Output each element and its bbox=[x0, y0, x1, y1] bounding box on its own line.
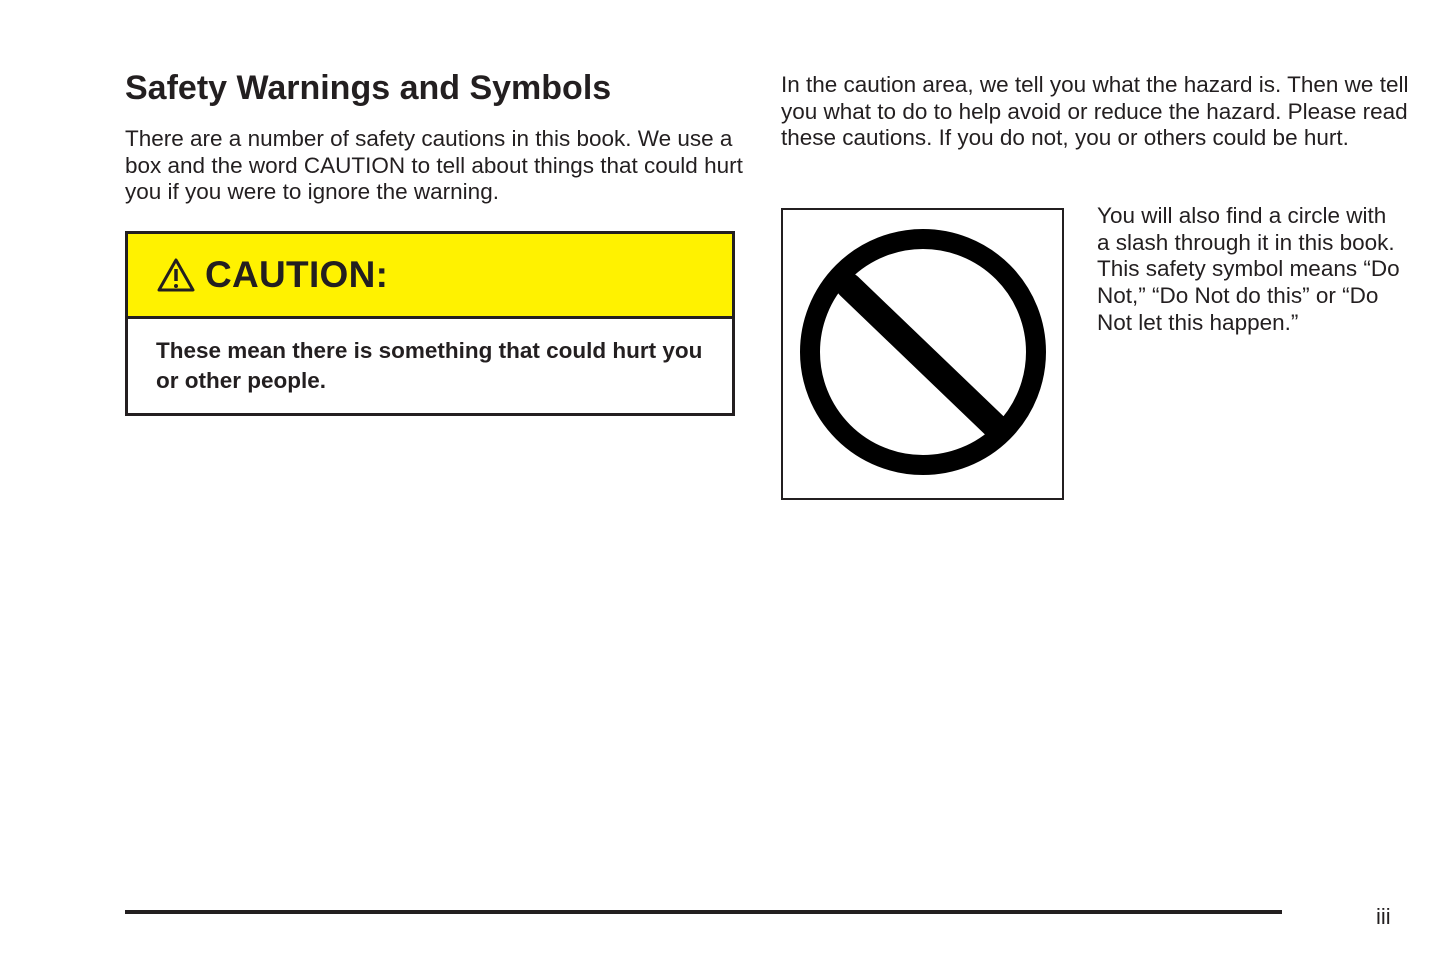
circle-slash-icon bbox=[783, 210, 1062, 498]
caution-box bbox=[125, 231, 735, 416]
footer-rule bbox=[125, 910, 1282, 914]
intro-paragraph: There are a number of safety cautions in this book. We use a box and the word CAUTION to tell about things that could hurt you if you were to ignore the warning. bbox=[125, 126, 743, 205]
symbol-box bbox=[781, 208, 1064, 500]
caution-explanation: In the caution area, we tell you what the hazard is. Then we tell you what to do to help avoid or reduce the hazard. Please read these cautions. If you do not, you or others could be hurt. bbox=[781, 72, 1409, 151]
caution-body: These mean there is something that could hurt you or other people. bbox=[156, 338, 703, 393]
page-heading: Safety Warnings and Symbols bbox=[125, 69, 612, 107]
page-number: iii bbox=[1376, 904, 1391, 929]
warning-triangle-icon bbox=[157, 258, 195, 292]
symbol-description: You will also find a circle with a slash through it in this book. This safety symbol means “Do Not,” “Do Not do this” or “Do Not let this happen.” bbox=[1097, 203, 1400, 335]
caution-header bbox=[128, 234, 732, 319]
caution-title: CAUTION: bbox=[205, 254, 389, 295]
